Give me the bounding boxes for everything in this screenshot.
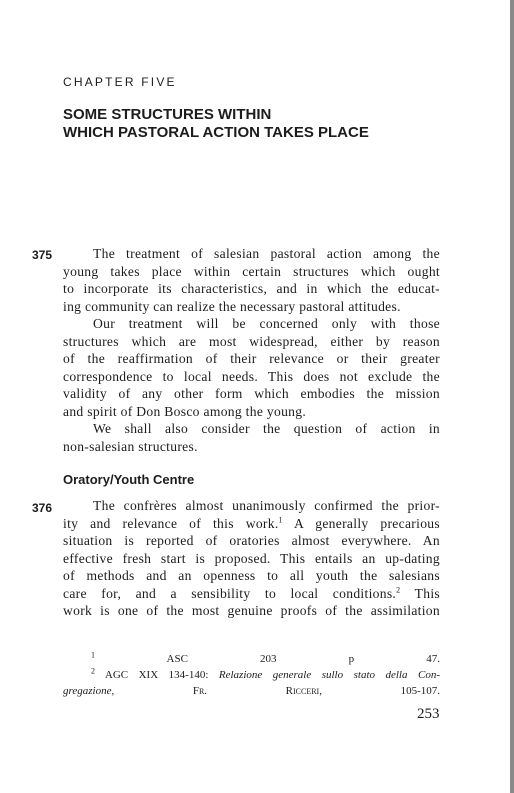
footnote-ref: 2	[396, 584, 401, 594]
text-line: effective fresh start is proposed. This entails an up-dating	[63, 550, 440, 566]
chapter-title	[63, 106, 369, 142]
text-line: situation is reported of oratories almost everywhere. An	[63, 533, 440, 548]
section-heading: Oratory/Youth Centre	[63, 472, 195, 487]
footnote-1: $^1$ ASC 203 p 47.	[91, 650, 440, 665]
text-line: validity of any other form which embodies the mission	[63, 386, 440, 401]
text-line: of the reaffirmation of their relevance or their greater	[63, 351, 440, 366]
paragraph-number: 376	[32, 501, 53, 515]
footnote-ref: 1	[278, 514, 283, 524]
text-line: ity and relevance of this work.$^1$ A generally precarious	[63, 514, 440, 531]
paragraph-number: 375	[32, 248, 53, 262]
text-line: We shall also consider the question of action in	[93, 421, 440, 436]
text-line: structures which are most widespread, either by reason	[63, 333, 440, 349]
text-line: ing community can realize the necessary pastoral attitudes.	[63, 298, 401, 314]
paragraph-375	[63, 245, 440, 455]
text-line: young takes place within certain structures which ought	[63, 263, 440, 279]
footnote-2: $^2$ AGC XIX 134-140: Relazione generale sullo stato della Con-	[91, 666, 440, 681]
text-line: The treatment of salesian pastoral action among the	[93, 246, 440, 261]
text-line: work is one of the most genuine proofs of the assimilation	[63, 603, 440, 618]
text-line: Our treatment will be concerned only with those	[93, 316, 440, 331]
text-line: correspondence to local needs. This does not exclude the	[63, 368, 440, 384]
footnotes	[63, 651, 440, 699]
page-edge	[510, 0, 514, 793]
text-line: care for, and a sensibility to local conditions.$^2$ This	[63, 584, 440, 601]
footnote-2-cont: gregazione, Fr. Ricceri, 105-107.	[63, 685, 440, 697]
title-line: WHICH PASTORAL ACTION TAKES PLACE	[63, 124, 369, 141]
text-line: of methods and an openness to all youth the salesians	[63, 568, 440, 583]
text-line: and spirit of Don Bosco among the young.	[63, 403, 307, 419]
text-line: The confrères almost unanimously confirmed the prior-	[93, 498, 440, 513]
text-line: non-salesian structures.	[63, 438, 198, 454]
page-number: 253	[417, 706, 440, 722]
text-line: to incorporate its characteristics, and in which the educat-	[63, 281, 440, 296]
paragraph-376	[63, 497, 440, 620]
title-line: SOME STRUCTURES WITHIN	[63, 106, 272, 123]
chapter-label: CHAPTER FIVE	[63, 75, 177, 89]
